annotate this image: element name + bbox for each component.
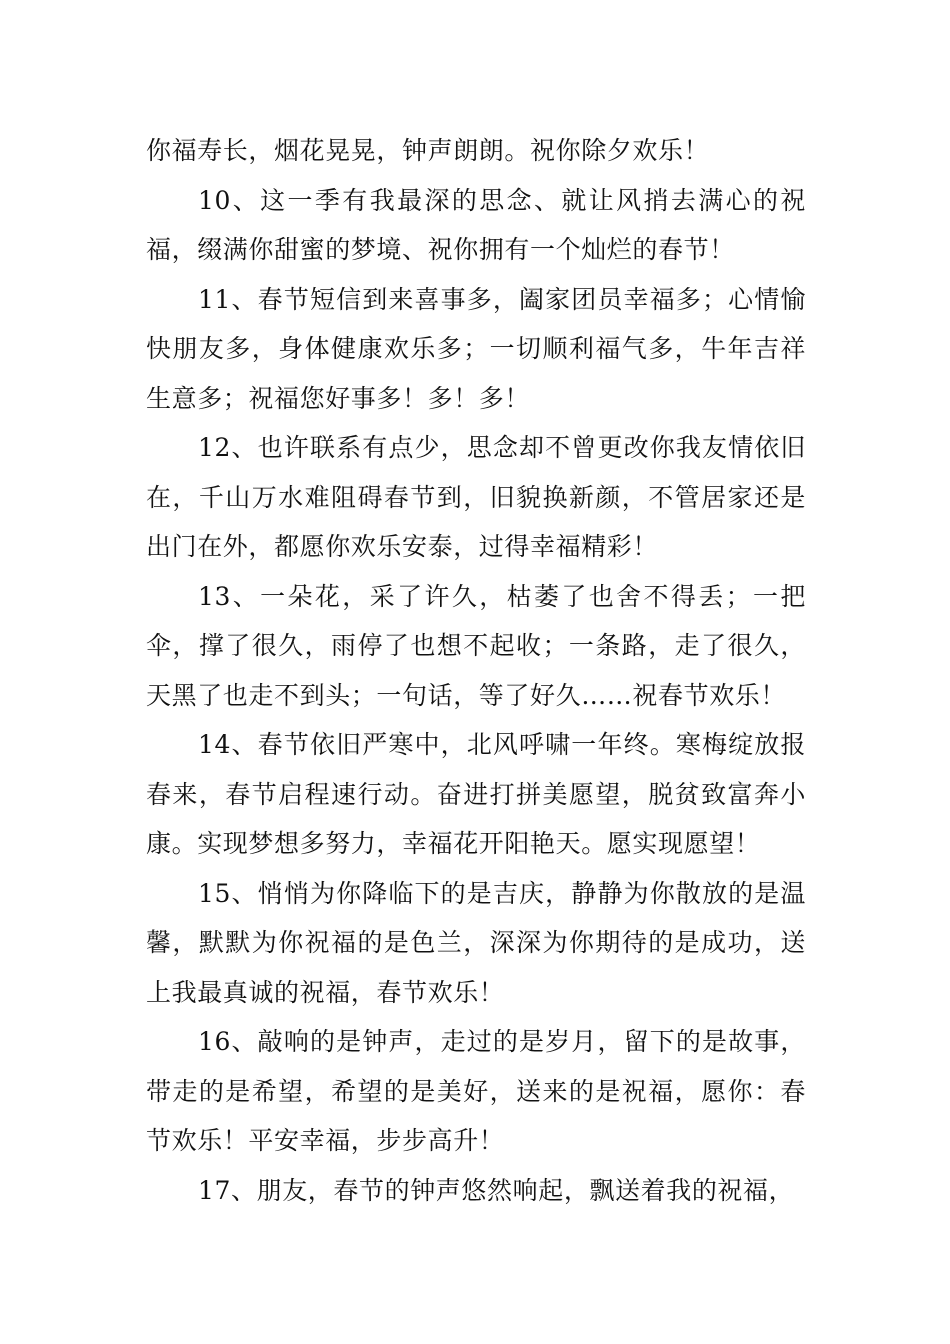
paragraph-13: 13、一朵花，采了许久，枯萎了也舍不得丢；一把伞，撑了很久，雨停了也想不起收；一条路，走了很久，天黑了也走不到头；一句话，等了好久……祝春节欢乐！ <box>146 581 806 710</box>
paragraph-continuation: 你福寿长，烟花晃晃，钟声朗朗。祝你除夕欢乐！ <box>146 136 710 165</box>
paragraph-16: 16、敲响的是钟声，走过的是岁月，留下的是故事，带走的是希望，希望的是美好，送来的是祝福，愿你：春节欢乐！平安幸福，步步高升！ <box>146 1027 806 1155</box>
paragraph-10: 10、这一季有我最深的思念、就让风捎去满心的祝福，缀满你甜蜜的梦境、祝你拥有一个灿烂的春节！ <box>146 185 806 264</box>
document-body <box>146 126 806 1215</box>
paragraph-14: 14、春节依旧严寒中，北风呼啸一年终。寒梅绽放报春来，春节启程速行动。奋进打拼美愿望，脱贫致富奔小康。实现梦想多努力，幸福花开阳艳天。愿实现愿望！ <box>146 730 806 858</box>
paragraph-11: 11、春节短信到来喜事多，阖家团员幸福多；心情愉快朋友多，身体健康欢乐多；一切顺利福气多，牛年吉祥生意多；祝福您好事多！多！多！ <box>146 284 806 413</box>
paragraph-15: 15、悄悄为你降临下的是吉庆，静静为你散放的是温馨，默默为你祝福的是色兰，深深为你期待的是成功，送上我最真诚的祝福，春节欢乐！ <box>146 878 806 1007</box>
paragraph-17: 17、朋友，春节的钟声悠然响起，飘送着我的祝福， <box>198 1175 795 1205</box>
paragraph-12: 12、也许联系有点少，思念却不曾更改你我友情依旧在，千山万水难阻碍春节到，旧貌换新颜，不管居家还是出门在外，都愿你欢乐安泰，过得幸福精彩！ <box>146 433 806 561</box>
